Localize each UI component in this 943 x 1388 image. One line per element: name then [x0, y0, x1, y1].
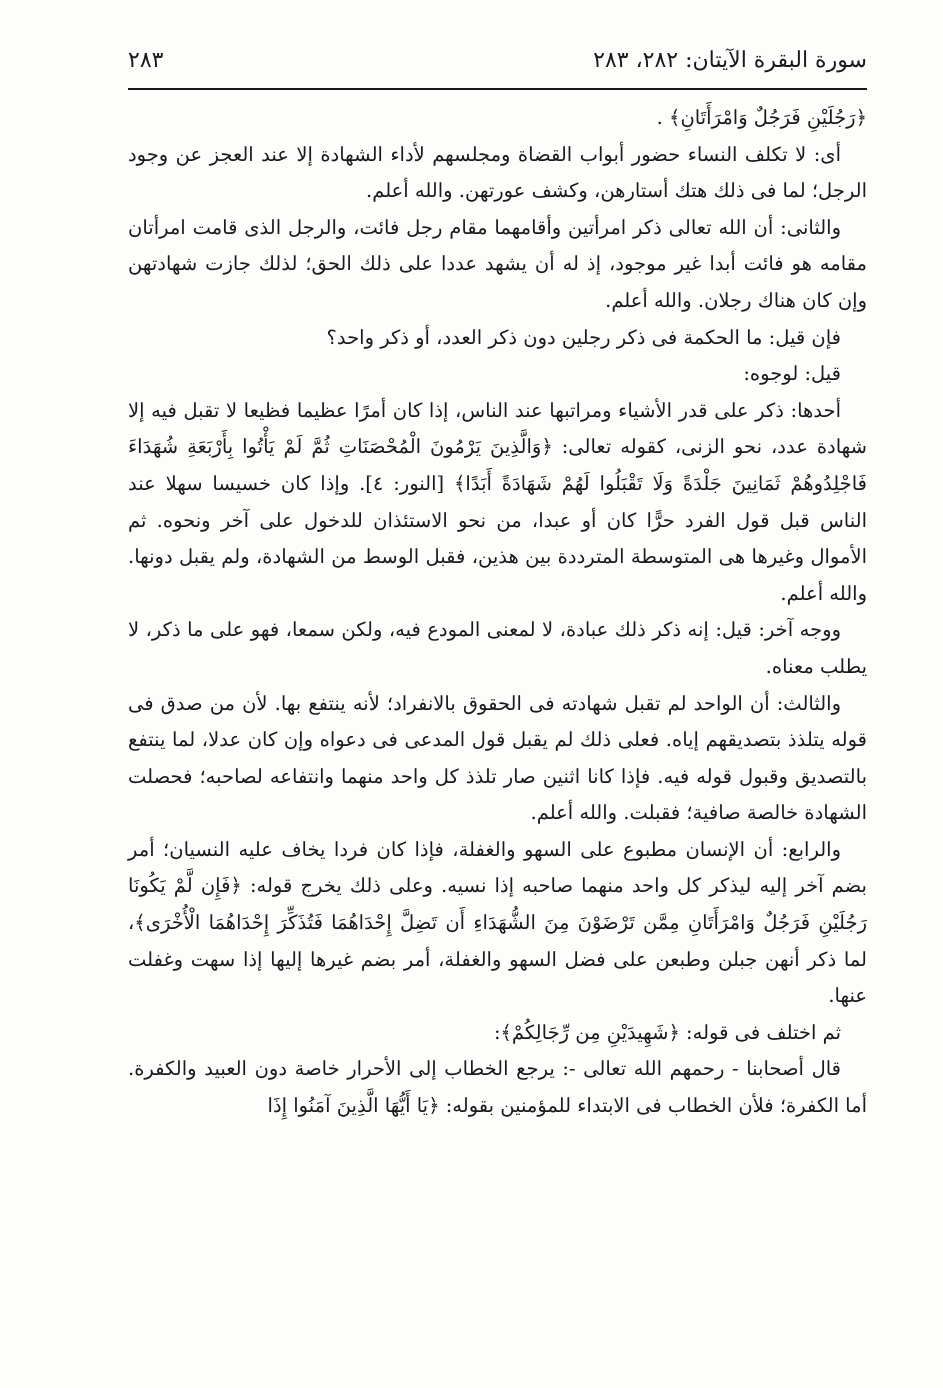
paragraph-9: والرابع: أن الإنسان مطبوع على السهو والغفلة، فإذا كان فردا يخاف عليه النسيان؛ أمر بضم آخر إليه ليذكر كل واحد منهما صاحبه إذا نسيه. وعلى ذلك يخرج قوله: ﴿فَإِن لَّمْ يَكُونَا رَجُلَيْنِ فَرَجُلٌ وَامْرَأَتَانِ مِمَّن تَرْضَوْنَ مِنَ الشُّهَدَاءِ أَن تَضِلَّ إِحْدَاهُمَا فَتُذَكِّرَ إِحْدَاهُمَا الْأُخْرَى﴾، لما ذكر أنهن جبلن وطبعن على فضل السهو والغفلة، أمر بضم غيرها إليها إذا سهت وغفلت عنها.: [128, 837, 867, 1008]
paragraph-5: قيل: لوجوه:: [743, 362, 841, 386]
paragraph-3: والثانى: أن الله تعالى ذكر امرأتين وأقامهما مقام رجل فائت، والرجل الذى قامت امرأتان مقامه هو فائت أبدا غير موجود، إذ له أن يشهد عددا على ذلك الحق؛ لذلك جازت شهادتهن وإن كان هناك رجلان. والله أعلم.: [128, 215, 867, 312]
page-number: ٢٨٣: [128, 47, 164, 73]
paragraph-1: ﴿رَجُلَيْنِ فَرَجُلٌ وَامْرَأَتَانِ﴾ .: [656, 106, 867, 129]
paragraph-11: قال أصحابنا - رحمهم الله تعالى -: يرجع الخطاب إلى الأحرار خاصة دون العبيد والكفرة. أما الكفرة؛ فلأن الخطاب فى الابتداء للمؤمنين بقوله: ﴿يَا أَيُّهَا الَّذِينَ آمَنُوا إِذَا: [128, 1057, 867, 1118]
paragraph-4: فإن قيل: ما الحكمة فى ذكر رجلين دون ذكر العدد، أو ذكر واحد؟: [326, 325, 841, 349]
paragraph-7: ووجه آخر: قيل: إنه ذكر ذلك عبادة، لا لمعنى المودع فيه، ولكن سمعا، فهو على ما ذكر، لا يطلب معناه.: [128, 618, 867, 678]
paragraph-8: والثالث: أن الواحد لم تقبل شهادته فى الحقوق بالانفراد؛ لأنه ينتفع بها. لأن من صدق فى قوله يتلذذ بتصديقهم إياه. فعلى ذلك لم يقبل قول المدعى فى دعواه وإن كان عدلا، لما ينتفع بالتصديق وقبول قوله فيه. فإذا كانا اثنين صار تلذذ كل واحد منهما وانتفاعه لصاحبه؛ فحصلت الشهادة خالصة صافية؛ فقبلت. والله أعلم.: [128, 691, 867, 825]
paragraph-10: ثم اختلف فى قوله: ﴿شَهِيدَيْنِ مِن رِّجَالِكُمْ﴾:: [493, 1020, 841, 1044]
running-title: سورة البقرة الآيتان: ٢٨٢، ٢٨٣: [593, 47, 867, 73]
paragraph-2: أى: لا تكلف النساء حضور أبواب القضاة ومجلسهم لأداء الشهادة إلا عند العجز عن وجود الرجل؛ لما فى ذلك هتك أستارهن، وكشف عورتهن. والله أعلم.: [128, 142, 867, 203]
page-header: [128, 40, 867, 80]
header-divider: [128, 88, 867, 90]
paragraph-6: أحدها: ذكر على قدر الأشياء ومراتبها عند الناس، إذا كان أمرًا عظيما فظيعا لا تقبل فيه إلا شهادة عدد، نحو الزنى، كقوله تعالى: ﴿وَالَّذِينَ يَرْمُونَ الْمُحْصَنَاتِ ثُمَّ لَمْ يَأْتُوا بِأَرْبَعَةِ شُهَدَاءَ فَاجْلِدُوهُمْ ثَمَانِينَ جَلْدَةً وَلَا تَقْبَلُوا لَهُمْ شَهَادَةً أَبَدًا﴾ [النور: ٤]. وإذا كان خسيسا سهلا عند الناس قبل قول الفرد حرًّا كان أو عبدا، من نحو الاستئذان للدخول على آخر ونحوه. ثم الأموال وغيرها هى المتوسطة المترددة بين هذين، فقبل الوسط من الشهادة، ولم يقبل دونها. والله أعلم.: [128, 398, 868, 605]
page-body: [128, 100, 867, 1125]
